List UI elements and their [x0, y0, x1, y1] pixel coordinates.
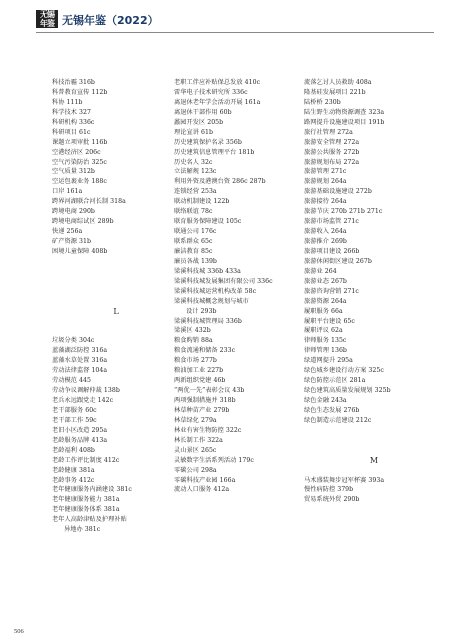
index-entry: 老旧小区改造 295a — [52, 426, 108, 434]
index-entry: 利用外资及港澳台资 286c 287b — [174, 178, 266, 186]
index-entry: 梁溪科技城管理局 336b — [174, 317, 242, 325]
index-entry: 林草绿化 279a — [174, 416, 217, 424]
index-entry: 隆基硅发展项目 221b — [304, 88, 366, 96]
spacer — [52, 287, 180, 297]
index-column-2 — [174, 78, 302, 495]
index-entry: 科研机构 336c — [52, 118, 95, 126]
index-entry: 课题立项审批 116b — [52, 138, 108, 146]
index-entry: 梁溪区 432b — [174, 327, 211, 335]
spacer — [304, 436, 444, 446]
index-entry: 老年健康服务内涵建设 381c — [52, 486, 132, 494]
index-entry: 科技治霾 316b — [52, 79, 95, 86]
index-entry: 旅游规划布局 272a — [304, 158, 360, 166]
index-entry: 老龄工作评比制度 412c — [52, 456, 120, 464]
index-entry: 两新组织党建 46b — [174, 377, 226, 385]
index-entry: 旅游推介 269b — [304, 238, 347, 245]
index-entry: 路网提升设施建设项目 191b — [304, 118, 385, 126]
spacer — [52, 277, 180, 287]
index-entry: 旅游接待 264a — [304, 198, 347, 206]
index-entry: 科学技术 327 — [52, 108, 91, 116]
index-entry: 劳动争议调解仲裁 138b — [52, 387, 120, 395]
index-entry: 老干部服务 60c — [52, 406, 97, 414]
index-entry: 旅游管理 271c — [304, 168, 347, 176]
index-entry: 履职评议 62a — [304, 327, 343, 335]
index-entry: 陆生野生动物资源调查 323a — [304, 108, 385, 116]
index-entry: 老龄健康 381a — [52, 466, 95, 474]
index-entry: 廉员各战 139b — [174, 257, 217, 265]
index-entry: 林草种苗产业 279b — [174, 406, 230, 414]
index-entry: 老干部工作 59c — [52, 416, 97, 424]
index-entry: 旅游收入 264a — [304, 228, 347, 236]
index-entry: 粮食流通和储备 233c — [174, 347, 236, 355]
index-entry: 马术盛装舞步冠军杯赛 393a — [304, 476, 385, 484]
index-entry: “两优一先”表彰会议 43b — [174, 387, 245, 395]
header-rule — [36, 32, 434, 33]
index-entry: 零碳科技产业园 166a — [174, 476, 236, 484]
index-entry: 蠡园开发区 205b — [174, 118, 224, 126]
index-entry: 老龄事务 412c — [52, 476, 95, 484]
index-entry: 旅游休闲街区建设 267b — [304, 257, 372, 265]
index-entry: 旅游业 264 — [304, 267, 337, 275]
index-entry: 旅游资源 264a — [304, 297, 347, 305]
index-entry: 老龄福利 408b — [52, 446, 95, 454]
index-entry: 理论宣讲 61b — [174, 128, 213, 136]
index-entry: 科研项目 61c — [52, 128, 91, 136]
index-entry: 旅游安全管理 272a — [304, 138, 360, 146]
index-entry: 旅游项目建设 266b — [304, 247, 360, 255]
index-entry: 陆桥桥 230b — [304, 98, 341, 106]
index-entry: 林长制工作 322a — [174, 436, 223, 444]
index-entry: 老年人高龄津贴及护理补贴 — [52, 516, 127, 524]
index-entry: 旅游市场监管 271c — [304, 218, 359, 226]
index-entry: 梁溪科技城概念规划与城市 — [174, 297, 249, 305]
index-entry: 梁溪科技城运营机构改革 58c — [174, 287, 257, 295]
spacer — [304, 466, 444, 476]
index-entry: 离退休干部作用 60b — [174, 108, 232, 116]
index-entry: 空气污染防治 325c — [52, 158, 107, 166]
spacer — [52, 326, 180, 336]
index-entry: 慢性病防控 379b — [304, 486, 354, 494]
index-entry: 老龄服务品牌 413a — [52, 436, 108, 444]
index-entry: 历史建筑保护名录 356b — [174, 138, 242, 146]
index-entry: 老职工伴应补贴保总发放 410c — [174, 79, 261, 86]
index-entry: 老年健康服务体系 381a — [52, 506, 120, 514]
index-entry: 跨境电商 290b — [52, 208, 95, 216]
index-entry: 绿色制造示范建设 212c — [304, 416, 372, 424]
index-entry: 梁溪科技城 336b 433a — [174, 267, 241, 275]
index-entry: 垃圾分类 304c — [52, 337, 95, 345]
index-entry: 旅游规划 264a — [304, 178, 347, 186]
index-entry: 绿色生态发展 276b — [304, 406, 360, 414]
index-entry: 律师服务 135c — [304, 337, 347, 345]
index-entry: 快递 256a — [52, 228, 83, 236]
index-entry: 绿色金融 243a — [304, 397, 347, 404]
index-entry: 两项强制措施并 318b — [174, 397, 236, 404]
index-entry: 老兵永远跟党走 142c — [52, 397, 114, 404]
spacer — [52, 297, 180, 307]
logo-line-1: 无锡 — [40, 10, 54, 19]
spacer — [304, 426, 444, 436]
spacer — [52, 257, 180, 267]
index-entry: 异地办 381c — [64, 526, 101, 534]
index-entry: 空港经济区 206c — [52, 148, 101, 156]
index-entry: 雷华电子技术研究所 336c — [174, 88, 248, 96]
index-entry: 空运包裹业务 188c — [52, 178, 107, 186]
index-entry: 蓝藻湖泛防控 316a — [52, 347, 108, 355]
index-entry: 履职服务 66a — [304, 307, 343, 315]
index-entry: 科协 111b — [52, 98, 83, 106]
logo-line-2: 年鉴 — [40, 19, 54, 28]
running-title: 无锡年鉴（2022） — [62, 14, 159, 27]
index-entry: 联动机制建设 122b — [174, 198, 230, 206]
spacer — [304, 446, 444, 456]
spacer — [52, 267, 180, 277]
index-entry: 粮食市场 277b — [174, 357, 217, 365]
index-entry: 联通公司 176c — [174, 228, 217, 236]
index-entry: 跨境电商综试区 289b — [52, 218, 114, 226]
index-entry: 旅游节庆 270b 271b 271c — [304, 208, 383, 216]
index-entry: 跨界河湖联合河长制 318a — [52, 198, 126, 206]
index-entry: 旅行社管理 272a — [304, 128, 353, 136]
index-entry: 设计 293b — [186, 307, 217, 315]
index-entry: 粮食购销 88a — [174, 337, 213, 345]
index-entry: 绿道网提升 295a — [304, 357, 353, 365]
yearbook-logo — [36, 10, 58, 28]
index-entry: 立法解规 123c — [174, 168, 217, 176]
section-letter: L — [113, 306, 119, 316]
index-entry: 旅游基础设施建设 272b — [304, 188, 372, 196]
index-entry: 灵山景区 265c — [174, 446, 217, 454]
spacer — [52, 317, 180, 327]
index-entry: 履职平台建设 65c — [304, 317, 355, 325]
index-entry: 绿色建筑高质量发展规划 325b — [304, 387, 391, 395]
section-letter: M — [369, 455, 379, 465]
index-entry: 绿色防控示范区 281a — [304, 377, 366, 385]
index-entry: 矿产资源 31b — [52, 238, 91, 245]
index-entry: 空气质量 312b — [52, 168, 95, 176]
index-entry: 劳动模范 445 — [52, 377, 91, 385]
index-entry: 旅游业态 267b — [304, 277, 347, 285]
index-entry: 蓝藻水草处置 316a — [52, 357, 108, 365]
index-entry: 零碳公司 298a — [174, 466, 217, 474]
index-entry: 贸易系统外贸 290b — [304, 496, 360, 504]
index-entry: 老年健康服务能力 381a — [52, 496, 120, 504]
index-column-3 — [304, 78, 444, 505]
index-entry: 联育服务保障建设 105c — [174, 218, 242, 226]
index-entry: 流落乞讨人员救助 408a — [304, 79, 372, 86]
index-entry: 科普教育宣传 112b — [52, 88, 108, 96]
index-entry: 历史名人 32c — [174, 158, 213, 166]
index-entry: 林业有害生物防控 322c — [174, 426, 242, 434]
index-entry: 困境儿童保障 408b — [52, 247, 108, 255]
index-entry: 口岸 161a — [52, 188, 83, 196]
index-entry: 历史建筑信息管理平台 181b — [174, 148, 255, 156]
index-entry: 粮油加工业 227b — [174, 367, 224, 375]
index-entry: 离退休老年学会活动开展 161a — [174, 98, 261, 106]
index-entry: 联系群众 65c — [174, 238, 213, 245]
index-entry: 联络联谊 78c — [174, 208, 213, 216]
index-entry: 律师管理 136b — [304, 347, 347, 355]
index-entry: 流动人口服务 412a — [174, 486, 230, 494]
page-number: 506 — [14, 628, 24, 635]
index-entry: 廉洁教育 85c — [174, 247, 213, 255]
index-entry: 旅游咨询营销 271c — [304, 287, 359, 295]
index-entry: 劳动法律监督 104a — [52, 367, 108, 375]
index-column-1 — [52, 78, 180, 535]
index-entry: 灵敏数字生活系列活动 179c — [174, 456, 254, 464]
index-entry: 旅游公共服务 272b — [304, 148, 360, 156]
index-entry: 梁溪科技城发展集团有限公司 336c — [174, 277, 273, 285]
index-entry: 绿色城乡建设行动方案 325c — [304, 367, 384, 375]
index-entry: 连锁经营 253a — [174, 188, 217, 196]
